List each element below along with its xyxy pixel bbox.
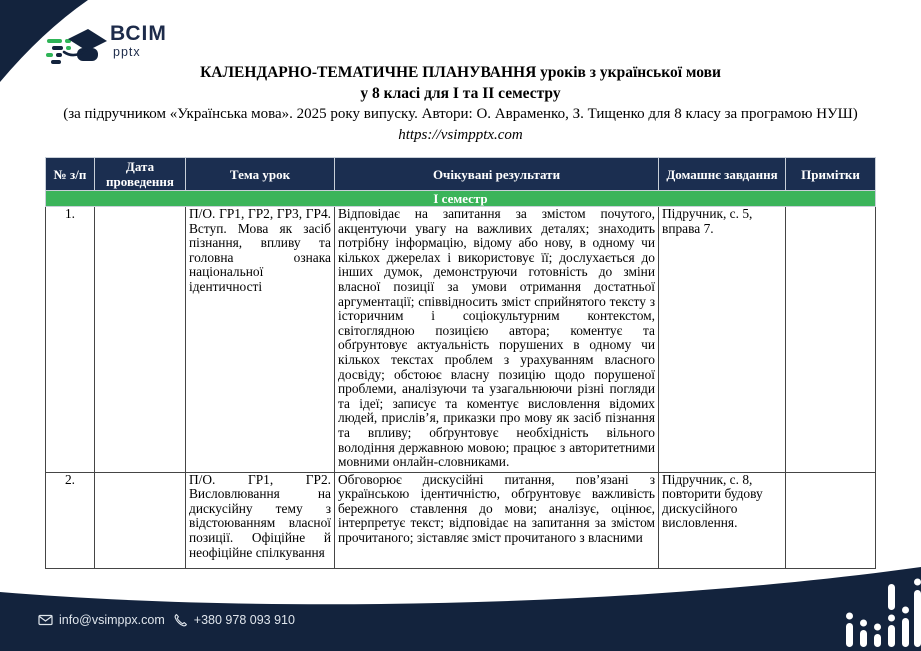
cell-topic: П/О. ГР1, ГР2. Висловлювання на дискусійну тему з відстоюванням власної позиції. Офіційне й неофіційне спілкування [186, 472, 335, 568]
email-group [38, 613, 165, 627]
table-row [46, 207, 876, 473]
col-header-number: № з/п [46, 158, 95, 191]
cell-results: Обговорює дискусійні питання, пов’язані з українською ідентичністю, обґрунтовує важливість бережного ставлення до мови; аналізує, оцінює, інтерпретує текст; відповідає на запитання за змістом прочитаного; зіставляє зміст прочитаного з власними [335, 472, 659, 568]
equalizer-bars-icon [826, 566, 921, 651]
footer-email: info@vsimppx.com [59, 613, 165, 627]
cell-notes [786, 472, 876, 568]
col-header-topic: Тема урок [186, 158, 335, 191]
website-link[interactable]: https://vsimpptx.com [398, 126, 523, 143]
cell-homework: Підручник, с. 5, вправа 7. [659, 207, 786, 473]
footer-band [0, 561, 921, 651]
cell-notes [786, 207, 876, 473]
cell-homework: Підручник, с. 8, повторити будову дискусійного висловлення. [659, 472, 786, 568]
logo [44, 16, 204, 68]
subtitle: (за підручником «Українська мова». 2025 року випуску. Автори: О. Авраменко, З. Тищенко для 8 класу за програмою НУШ) [63, 106, 858, 122]
table-header-row [46, 158, 876, 191]
cell-results: Відповідає на запитання за змістом почутого, акцентуючи увагу на важливих деталях; знаходить потрібну інформацію, відому або нову, в одному чи кількох джерелах і використовує її; дослухається до інших думок, демонструючи готовність до зміни власної позиції за умови отримання достатньої аргументації; співвідносить зміст сприйнятого тексту з історичним і соціокультурним контекстом, світоглядною позицією автора; коментує та обґрунтовує актуальність порушених в одному чи кількох текстах проблем з урахуванням власного досвіду; обстоює власну позицію щодо порушеної проблеми, аналізуючи та узагальнюючи різні погляди та ідеї; записує та коментує висловлення відомих людей, прислів’я, приказки про мову як засіб пізнання та впливу; обґрунтовує необхідність вільного володіння державною мовою; працює з авторитетними мовними онлайн-словниками. [335, 207, 659, 473]
title-line-2: у 8 класі для І та ІІ семестру [360, 84, 561, 102]
col-header-notes: Примітки [786, 158, 876, 191]
planning-table [45, 157, 876, 569]
semester-section-row [46, 191, 876, 207]
document-header [0, 63, 921, 145]
cell-date [95, 472, 186, 568]
semester-title: І семестр [46, 191, 876, 207]
cell-date [95, 207, 186, 473]
col-header-results: Очікувані результати [335, 158, 659, 191]
col-header-homework: Домашнє завдання [659, 158, 786, 191]
title-line-1: КАЛЕНДАРНО-ТЕМАТИЧНЕ ПЛАНУВАННЯ уроків з української мови [200, 64, 721, 81]
brand-name: ВСІМ [110, 22, 167, 45]
cell-number: 2. [46, 472, 95, 568]
envelope-icon [38, 614, 53, 626]
phone-icon [174, 613, 188, 627]
footer-phone: +380 978 093 910 [193, 613, 295, 627]
graduation-cap-icon [44, 22, 108, 68]
cell-number: 1. [46, 207, 95, 473]
brand-suffix: pptx [113, 45, 141, 59]
phone-group [174, 613, 295, 627]
cell-topic: П/О. ГР1, ГР2, ГР3, ГР4. Вступ. Мова як засіб пізнання, впливу та головна ознака національної ідентичності [186, 207, 335, 473]
col-header-date: Дата проведення [95, 158, 186, 191]
footer-contacts [38, 613, 295, 627]
table-row [46, 472, 876, 568]
